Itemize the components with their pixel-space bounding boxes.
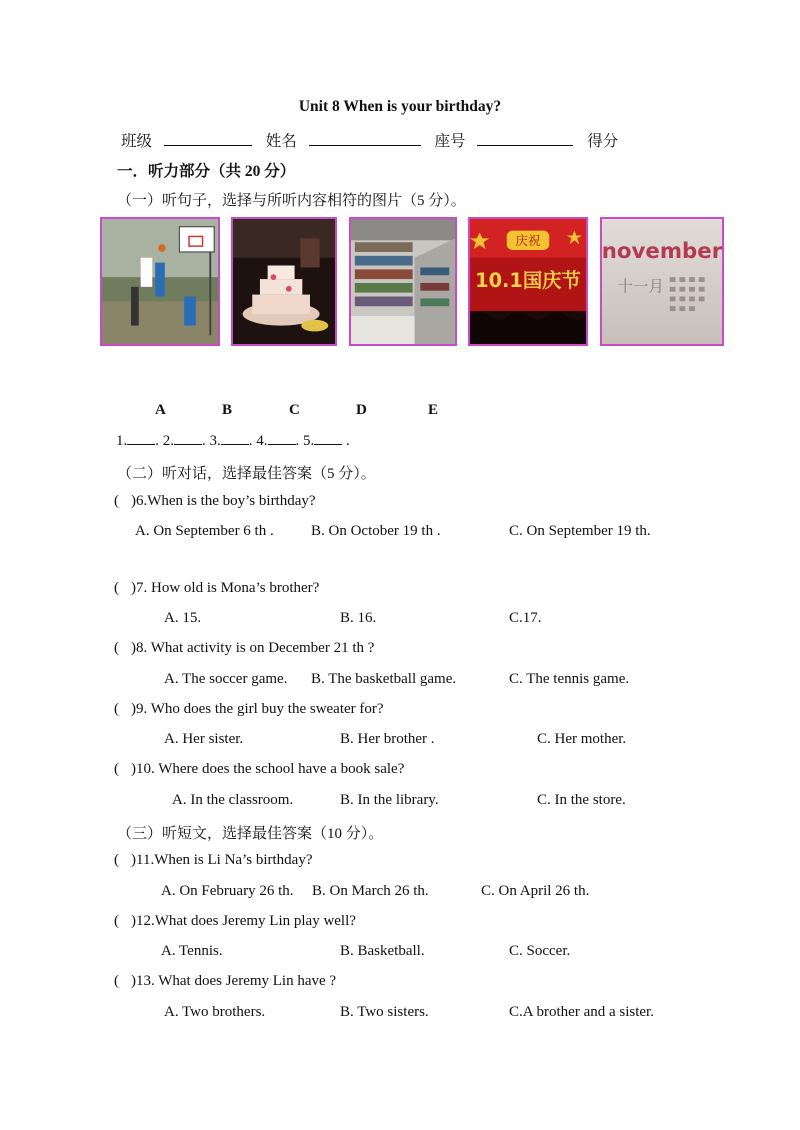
- q11-option-c[interactable]: C. On April 26 th.: [481, 883, 590, 899]
- image-letter-c: C: [289, 402, 300, 418]
- answer-paren[interactable]: (: [114, 640, 119, 656]
- question-9: [114, 701, 384, 718]
- image-letter-e: E: [428, 402, 439, 418]
- q7-option-a[interactable]: A. 15.: [164, 610, 202, 626]
- image-c-bookstore: [349, 217, 457, 346]
- name-field[interactable]: [309, 131, 421, 146]
- q10-option-a[interactable]: A. In the classroom.: [172, 792, 294, 808]
- question-12: [114, 913, 356, 930]
- q11-option-a[interactable]: A. On February 26 th.: [161, 883, 294, 899]
- q6-option-b[interactable]: B. On October 19 th .: [311, 523, 441, 539]
- image-letter-b: B: [222, 402, 233, 418]
- q13-option-b[interactable]: B. Two sisters.: [340, 1004, 429, 1020]
- answer-label-1: 1.: [116, 433, 128, 449]
- question-7: [114, 580, 319, 597]
- class-field[interactable]: [164, 131, 252, 146]
- q7-option-c[interactable]: C.17.: [509, 610, 542, 626]
- question-prompt: )10. Where does the school have a book sale?: [131, 761, 405, 777]
- part1-instruction: （一）听句子，选择与所听内容相符的图片（5 分）。: [117, 193, 466, 209]
- q9-option-b[interactable]: B. Her brother .: [340, 731, 435, 747]
- question-10: [114, 761, 404, 778]
- answer-paren[interactable]: (: [114, 852, 119, 868]
- page-title: Unit 8 When is your birthday?: [298, 98, 502, 115]
- answer-blank-3[interactable]: [221, 432, 249, 445]
- answer-paren[interactable]: (: [114, 761, 119, 777]
- q9-option-a[interactable]: A. Her sister.: [164, 731, 244, 747]
- answer-paren[interactable]: (: [114, 913, 119, 929]
- q6-option-a[interactable]: A. On September 6 th .: [135, 523, 274, 539]
- section-heading: 一．听力部分（共 20 分）: [117, 163, 296, 180]
- answer-paren[interactable]: (: [114, 701, 119, 717]
- november-text: november: [602, 238, 722, 264]
- q8-option-a[interactable]: A. The soccer game.: [164, 671, 288, 687]
- poster-badge-text: 庆祝: [515, 233, 541, 249]
- poster-title-text: 10.1国庆节: [475, 268, 581, 292]
- question-prompt: )8. What activity is on December 21 th ?: [131, 640, 375, 656]
- answer-label-2: . 2.: [155, 433, 174, 449]
- answer-blank-2[interactable]: [174, 432, 202, 445]
- student-info-row: [121, 129, 618, 151]
- q13-option-c[interactable]: C.A brother and a sister.: [509, 1004, 654, 1020]
- answer-label-4: . 4.: [248, 433, 268, 449]
- q10-option-c[interactable]: C. In the store.: [537, 792, 626, 808]
- seat-label: 座号: [434, 133, 466, 150]
- class-label: 班级: [121, 133, 153, 150]
- answer-label-5: . 5.: [295, 433, 315, 449]
- image-a-basketball: [100, 217, 220, 346]
- question-prompt: )6.When is the boy’s birthday?: [131, 493, 316, 509]
- question-8: [114, 640, 374, 657]
- image-letter-d: D: [356, 402, 367, 418]
- q8-option-b[interactable]: B. The basketball game.: [311, 671, 457, 687]
- question-prompt: )12.What does Jeremy Lin play well?: [131, 913, 356, 929]
- seat-field[interactable]: [477, 131, 573, 146]
- question-11: [114, 852, 312, 869]
- q8-option-c[interactable]: C. The tennis game.: [509, 671, 630, 687]
- question-prompt: )9. Who does the girl buy the sweater for?: [131, 701, 384, 717]
- image-letter-a: A: [155, 402, 166, 418]
- q10-option-b[interactable]: B. In the library.: [340, 792, 439, 808]
- image-e-november-poster: [600, 217, 724, 346]
- image-d-national-day-poster: [468, 217, 588, 346]
- answer-line: [116, 432, 350, 450]
- question-13: [114, 973, 336, 990]
- q12-option-a[interactable]: A. Tennis.: [161, 943, 223, 959]
- q12-option-c[interactable]: C. Soccer.: [509, 943, 571, 959]
- q9-option-c[interactable]: C. Her mother.: [537, 731, 627, 747]
- q6-option-c[interactable]: C. On September 19 th.: [509, 523, 651, 539]
- answer-label-3: . 3.: [202, 433, 221, 449]
- answer-paren[interactable]: (: [114, 493, 119, 509]
- score-label: 得分: [587, 133, 619, 150]
- q7-option-b[interactable]: B. 16.: [340, 610, 377, 626]
- question-prompt: )7. How old is Mona’s brother?: [131, 580, 320, 596]
- answer-blank-4[interactable]: [268, 432, 296, 445]
- q13-option-a[interactable]: A. Two brothers.: [164, 1004, 266, 1020]
- part2-instruction: （二）听对话，选择最佳答案（5 分）。: [117, 466, 376, 482]
- answer-paren[interactable]: (: [114, 973, 119, 989]
- answer-line-end: .: [342, 433, 350, 449]
- q11-option-b[interactable]: B. On March 26 th.: [312, 883, 429, 899]
- question-prompt: )11.When is Li Na’s birthday?: [131, 852, 313, 868]
- answer-blank-5[interactable]: [314, 432, 342, 445]
- q12-option-b[interactable]: B. Basketball.: [340, 943, 425, 959]
- image-b-birthday-cake: [231, 217, 337, 346]
- november-chinese-text: 十一月: [617, 277, 664, 296]
- question-6: [114, 493, 316, 510]
- name-label: 姓名: [265, 133, 297, 150]
- answer-paren[interactable]: (: [114, 580, 119, 596]
- part3-instruction: （三）听短文，选择最佳答案（10 分）。: [117, 826, 384, 842]
- question-prompt: )13. What does Jeremy Lin have ?: [131, 973, 337, 989]
- answer-blank-1[interactable]: [127, 432, 155, 445]
